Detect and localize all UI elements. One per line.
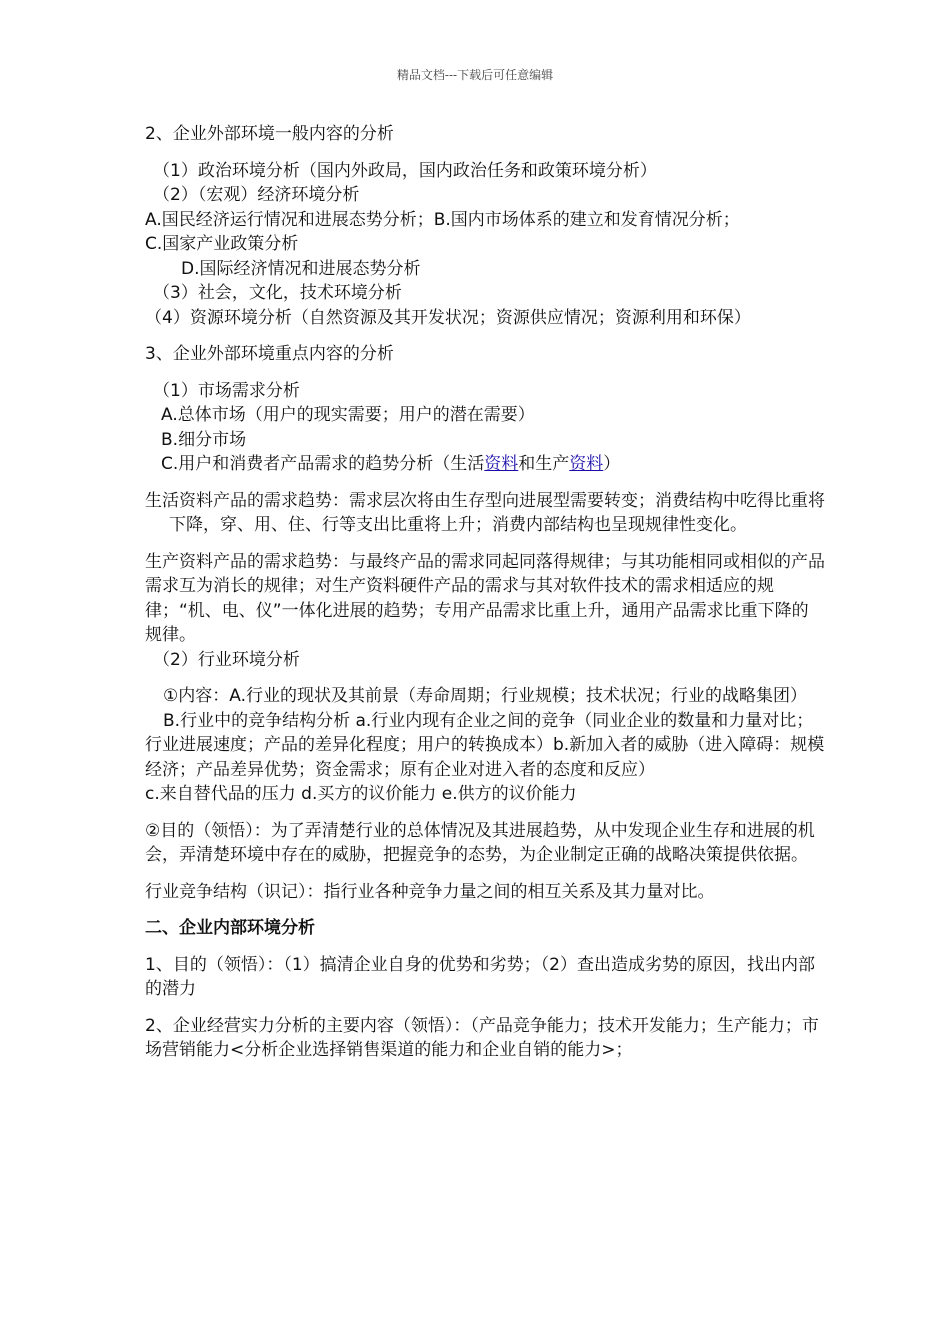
document-body <box>145 122 825 1063</box>
paragraph-life-goods: 生活资料产品的需求趋势：需求层次将由生存型向进展型需要转变；消费结构中吃得比重将下降，穿、用、住、行等支出比重将上升；消费内部结构也呈现规律性变化。 <box>145 490 825 535</box>
list-item: A.总体市场（用户的现实需要；用户的潜在需要） <box>161 405 535 425</box>
list-item: （1）市场需求分析 <box>153 380 300 401</box>
paragraph-content: ①内容：A.行业的现状及其前景（寿命周期；行业规模；技术状况；行业的战略集团） <box>163 686 807 706</box>
paragraph-internal-content: 2、企业经营实力分析的主要内容（领悟）：（产品竞争能力；技术开发能力；生产能力；市场营销能力<分析企业选择销售渠道的能力和企业自销的能力>； <box>145 1015 819 1060</box>
list-item <box>145 452 825 477</box>
paragraph-pressures: c.来自替代品的压力 d.买方的议价能力 e.供方的议价能力 <box>145 784 577 804</box>
section-heading: 3、企业外部环境重点内容的分析 <box>145 344 394 364</box>
list-item-text: C.用户和消费者产品需求的趋势分析（生活 <box>161 454 485 474</box>
paragraph-competition: B.行业中的竞争结构分析 a.行业内现有企业之间的竞争（同业企业的数量和力量对比；行业进展速度；产品的差异化程度；用户的转换成本）b.新加入者的威胁（进入障碍：规模经济；产品差异优势；资金需求；原有企业对进入者的态度和反应） <box>145 710 825 780</box>
list-item: （1）政治环境分析（国内外政局，国内政治任务和政策环境分析） <box>153 160 657 181</box>
section-heading: 2、企业外部环境一般内容的分析 <box>145 124 394 144</box>
list-item: C.国家产业政策分析 <box>145 234 299 254</box>
paragraph-production-goods: 生产资料产品的需求趋势：与最终产品的需求同起同落得规律；与其功能相同或相似的产品需求互为消长的规律；对生产资料硬件产品的需求与其对软件技术的需求相适应的规律；“机、电、仪”一体化进展的趋势；专用产品需求比重上升，通用产品需求比重下降的规律。 <box>145 551 825 645</box>
list-item: D.国际经济情况和进展态势分析 <box>181 258 421 279</box>
page-header: 精品文档---下载后可任意编辑 <box>396 68 554 82</box>
materials-link[interactable]: 资料 <box>569 454 604 474</box>
section-heading: 二、企业内部环境分析 <box>145 918 315 938</box>
list-item: （2）（宏观）经济环境分析 <box>153 185 360 205</box>
list-item-text: ） <box>603 454 621 474</box>
paragraph-internal-goal: 1、目的（领悟）：（1）搞清企业自身的优势和劣势；（2）查出造成劣势的原因，找出内部的潜力 <box>145 954 815 999</box>
list-item: （4）资源环境分析（自然资源及其开发状况；资源供应情况；资源利用和环保） <box>145 307 751 328</box>
list-item: A.国民经济运行情况和进展态势分析；B.国内市场体系的建立和发育情况分析； <box>145 209 740 230</box>
list-item-text: 和生产 <box>518 454 570 474</box>
list-item: （2）行业环境分析 <box>153 649 300 670</box>
paragraph-structure: 行业竞争结构（识记）：指行业各种竞争力量之间的相互关系及其力量对比。 <box>145 881 715 902</box>
list-item: B.细分市场 <box>161 429 247 450</box>
list-item: （3）社会，文化，技术环境分析 <box>153 283 402 303</box>
materials-link[interactable]: 资料 <box>484 454 519 474</box>
paragraph-goal: ②目的（领悟）：为了弄清楚行业的总体情况及其进展趋势，从中发现企业生存和进展的机会，弄清楚环境中存在的威胁，把握竞争的态势，为企业制定正确的战略决策提供依据。 <box>145 820 815 865</box>
